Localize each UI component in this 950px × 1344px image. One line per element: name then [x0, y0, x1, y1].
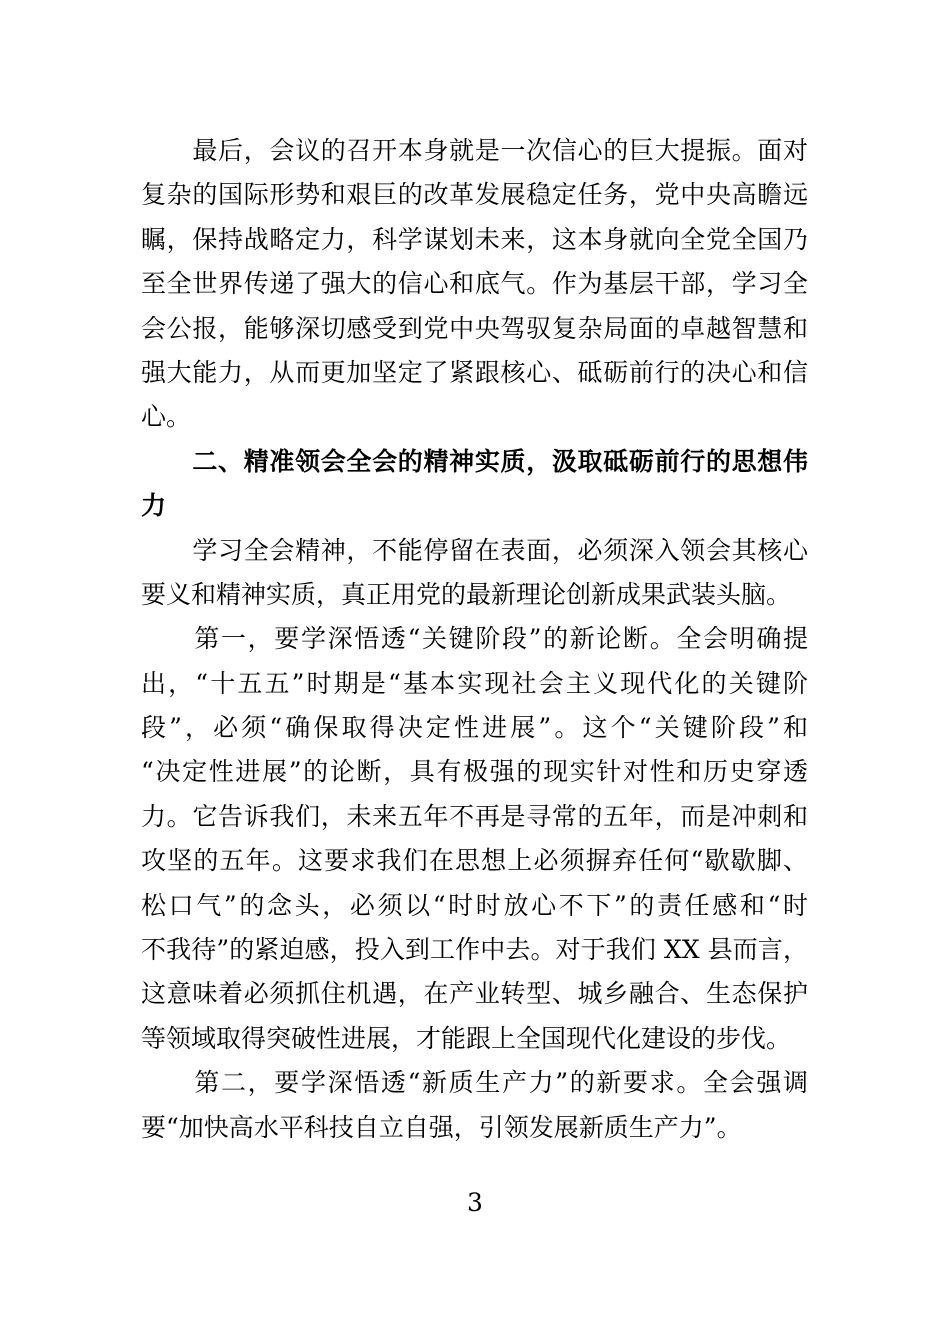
page-number: 3 — [467, 1188, 483, 1217]
heading-line: 力 — [141, 491, 167, 521]
text-line: “决定性进展”的论断，具有极强的现实针对性和历史穿透 — [141, 757, 808, 787]
text-line: 不我待”的紧迫感，投入到工作中去。对于我们 XX 县而言， — [141, 935, 808, 965]
text-line: 会公报，能够深切感受到党中央驾驭复杂局面的卓越智慧和 — [141, 313, 808, 343]
text-line: 要义和精神实质，真正用党的最新理论创新成果武装头脑。 — [141, 579, 792, 609]
text-line: 最后，会议的召开本身就是一次信心的巨大提振。面对 — [141, 136, 808, 165]
text-line: 第一，要学深悟透“关键阶段”的新论断。全会明确提 — [141, 624, 808, 654]
text-line: 松口气”的念头，必须以“时时放心不下”的责任感和“时 — [141, 890, 808, 920]
section-heading — [141, 440, 808, 529]
text-line: 力。它告诉我们，未来五年不再是寻常的五年，而是冲刺和 — [141, 801, 808, 831]
paragraph — [141, 1061, 808, 1150]
text-line: 第二，要学深悟透“新质生产力”的新要求。全会强调 — [141, 1068, 808, 1098]
text-line: 学习全会精神，不能停留在表面，必须深入领会其核心 — [141, 535, 808, 565]
text-line: 复杂的国际形势和艰巨的改革发展稳定任务，党中央高瞻远 — [141, 180, 808, 210]
text-line: 这意味着必须抓住机遇，在产业转型、城乡融合、生态保护 — [141, 979, 808, 1009]
paragraph — [141, 529, 808, 618]
document-body — [141, 129, 808, 1150]
paragraph — [141, 617, 808, 1061]
heading-line: 二、精准领会全会的精神实质，汲取砥砺前行的思想伟 — [141, 446, 808, 476]
text-line: 等领域取得突破性进展，才能跟上全国现代化建设的步伐。 — [141, 1023, 792, 1053]
text-line: 攻坚的五年。这要求我们在思想上必须摒弃任何“歇歇脚、 — [141, 846, 808, 876]
text-line: 要“加快高水平科技自立自强，引领发展新质生产力”。 — [141, 1112, 742, 1142]
text-line: 段”，必须“确保取得决定性进展”。这个“关键阶段”和 — [141, 713, 808, 743]
text-line: 至全世界传递了强大的信心和底气。作为基层干部，学习全 — [141, 269, 808, 299]
paragraph — [141, 129, 808, 440]
text-line: 强大能力，从而更加坚定了紧跟核心、砥砺前行的决心和信 — [141, 357, 808, 387]
text-line: 心。 — [141, 402, 192, 432]
text-line: 瞩，保持战略定力，科学谋划未来，这本身就向全党全国乃 — [141, 224, 808, 254]
text-line: 出，“十五五”时期是“基本实现社会主义现代化的关键阶 — [141, 668, 808, 698]
